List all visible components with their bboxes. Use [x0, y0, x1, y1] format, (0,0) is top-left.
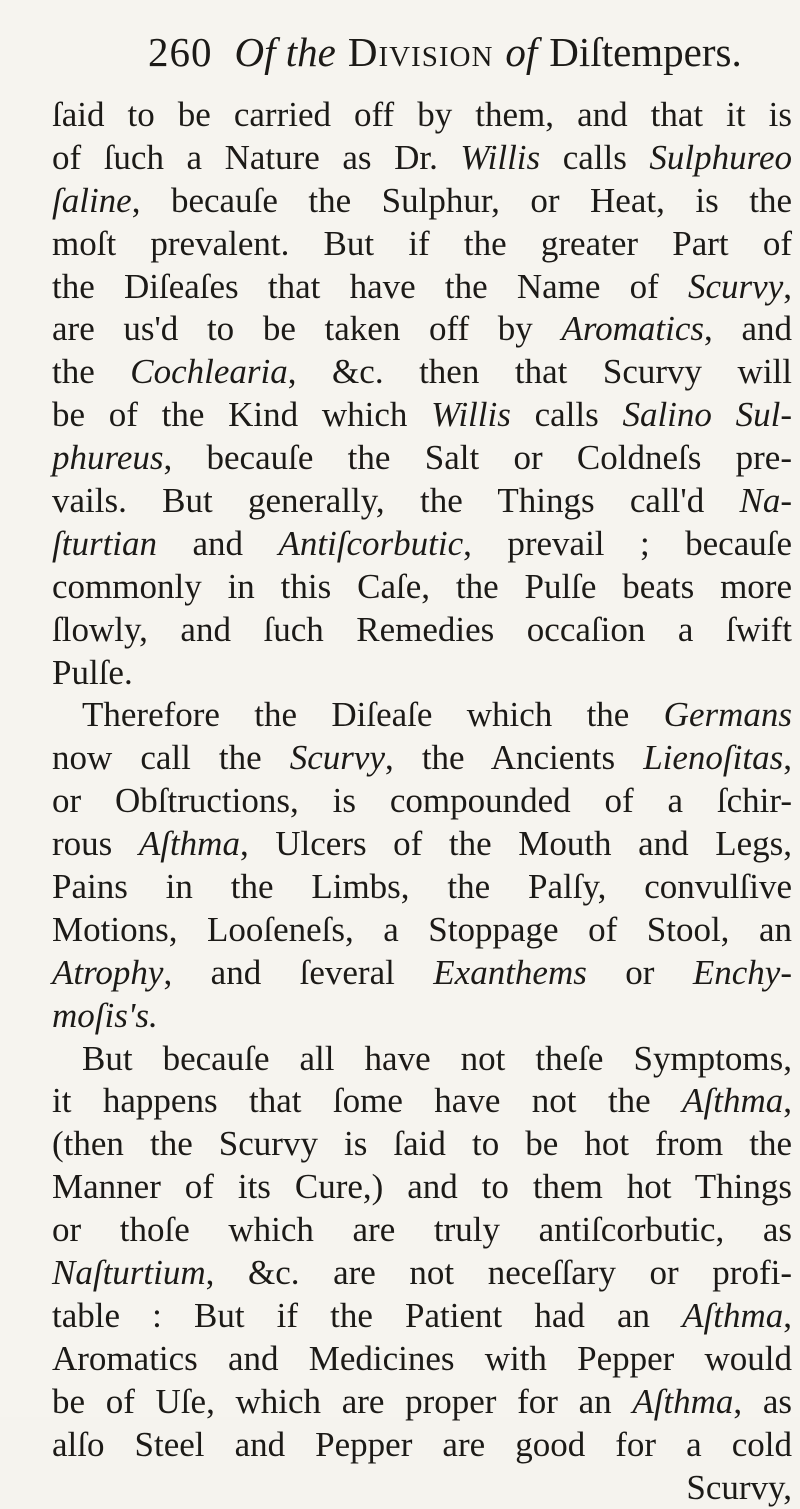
- italic-text: Antiſcorbutic: [278, 524, 463, 563]
- text-segment: alſo Steel and Pepper are good for a cold: [52, 1425, 792, 1464]
- text-segment: ,: [783, 738, 792, 777]
- text-segment: be of Uſe, which are proper for an: [52, 1382, 632, 1421]
- text-line: [52, 652, 792, 695]
- text-segment: ,: [783, 1296, 792, 1335]
- body-text: [52, 94, 792, 1509]
- text-segment: ,: [783, 1081, 792, 1120]
- running-head-of-the: Of the: [235, 29, 336, 75]
- text-line: [52, 523, 792, 566]
- text-segment: be of the Kind which: [52, 395, 431, 434]
- text-line: [52, 1209, 792, 1252]
- text-segment: Manner of its Cure,) and to them hot Things: [52, 1167, 792, 1206]
- italic-text: Aſthma: [632, 1382, 733, 1421]
- italic-text: moſis's.: [52, 996, 158, 1035]
- text-segment: But becauſe all have not theſe Symptoms,: [82, 1039, 792, 1078]
- text-segment: and: [157, 524, 278, 563]
- text-segment: calls: [540, 138, 649, 177]
- italic-text: Exanthems: [433, 953, 587, 992]
- italic-text: Lienoſitas: [643, 738, 783, 777]
- text-segment: moſt prevalent. But if the greater Part of: [52, 224, 792, 263]
- text-line: [52, 609, 792, 652]
- text-line: [52, 909, 792, 952]
- text-segment: it happens that ſome have not the: [52, 1081, 682, 1120]
- italic-text: Sulphureo: [649, 138, 792, 177]
- text-segment: rous: [52, 824, 139, 863]
- text-line: [52, 1166, 792, 1209]
- text-line: [52, 737, 792, 780]
- italic-text: Naſturtium: [52, 1253, 206, 1292]
- running-head-division: Division: [348, 29, 494, 75]
- italic-text: Willis: [460, 138, 540, 177]
- text-segment: the: [52, 352, 130, 391]
- text-segment: ,: [783, 267, 792, 306]
- text-line: [52, 180, 792, 223]
- italic-text: phureus: [52, 438, 163, 477]
- italic-text: Scurvy: [688, 267, 783, 306]
- text-line: [52, 1295, 792, 1338]
- text-segment: , Ulcers of the Mouth and Legs,: [240, 824, 792, 863]
- text-line: [52, 351, 792, 394]
- text-segment: , and ſeveral: [163, 953, 433, 992]
- text-line: [52, 1123, 792, 1166]
- text-segment: , becauſe the Sulphur, or Heat, is the: [132, 181, 792, 220]
- text-line: [52, 394, 792, 437]
- text-segment: Therefore the Diſeaſe which the: [82, 695, 664, 734]
- italic-text: Enchy-: [693, 953, 792, 992]
- text-line: [52, 952, 792, 995]
- text-line: [52, 480, 792, 523]
- text-line: [52, 308, 792, 351]
- italic-text: Atrophy: [52, 953, 163, 992]
- text-line: [52, 94, 792, 137]
- italic-text: Willis: [431, 395, 511, 434]
- text-segment: , &c. are not neceſſary or profi-: [206, 1253, 792, 1292]
- text-segment: or: [587, 953, 693, 992]
- text-segment: , as: [733, 1382, 792, 1421]
- text-segment: Scurvy,: [686, 1468, 792, 1507]
- text-line: [52, 780, 792, 823]
- italic-text: ſturtian: [52, 524, 157, 563]
- text-segment: vails. But generally, the Things call'd: [52, 481, 740, 520]
- italic-text: Scurvy: [290, 738, 385, 777]
- text-segment: , and: [704, 309, 792, 348]
- text-segment: are us'd to be taken off by: [52, 309, 561, 348]
- text-line: [52, 823, 792, 866]
- text-segment: , becauſe the Salt or Coldneſs pre-: [163, 438, 792, 477]
- text-line: [52, 437, 792, 480]
- italic-text: ſaline: [52, 181, 132, 220]
- text-line: [52, 995, 792, 1038]
- text-segment: , &c. then that Scurvy will: [288, 352, 792, 391]
- text-segment: calls: [511, 395, 623, 434]
- page-number: 260: [148, 29, 213, 75]
- running-head-distempers: Diſtempers.: [549, 29, 741, 75]
- text-line: [52, 1381, 792, 1424]
- text-segment: or thoſe which are truly antiſcorbutic, as: [52, 1210, 792, 1249]
- text-segment: now call the: [52, 738, 290, 777]
- text-line: [52, 1424, 792, 1467]
- text-segment: of ſuch a Nature as Dr.: [52, 138, 460, 177]
- text-segment: ſlowly, and ſuch Remedies occaſion a ſwift: [52, 610, 792, 649]
- text-segment: the Diſeaſes that have the Name of: [52, 267, 688, 306]
- italic-text: Na-: [740, 481, 793, 520]
- running-head-of: of: [505, 29, 537, 75]
- text-segment: ſaid to be carried off by them, and that it is: [52, 95, 792, 134]
- italic-text: Aſthma: [682, 1296, 783, 1335]
- text-segment: Motions, Looſeneſs, a Stoppage of Stool, an: [52, 910, 792, 949]
- text-segment: Pulſe.: [52, 653, 133, 692]
- text-line: [52, 694, 792, 737]
- text-segment: table : But if the Patient had an: [52, 1296, 682, 1335]
- text-line: [52, 1038, 792, 1081]
- text-line: [52, 223, 792, 266]
- running-head: [148, 22, 778, 82]
- text-line: [52, 266, 792, 309]
- text-line: [52, 137, 792, 180]
- text-segment: Aromatics and Medicines with Pepper would: [52, 1339, 792, 1378]
- italic-text: Aſthma: [139, 824, 240, 863]
- text-line: [52, 1467, 792, 1509]
- italic-text: Aromatics: [561, 309, 704, 348]
- italic-text: Cochlearia: [130, 352, 287, 391]
- text-segment: Pains in the Limbs, the Palſy, convulſive: [52, 867, 792, 906]
- text-line: [52, 866, 792, 909]
- text-segment: (then the Scurvy is ſaid to be hot from the: [52, 1124, 792, 1163]
- italic-text: Salino Sul-: [622, 395, 792, 434]
- text-line: [52, 566, 792, 609]
- text-line: [52, 1252, 792, 1295]
- italic-text: Germans: [664, 695, 792, 734]
- text-segment: , prevail ; becauſe: [463, 524, 792, 563]
- text-segment: commonly in this Caſe, the Pulſe beats more: [52, 567, 792, 606]
- italic-text: Aſthma: [682, 1081, 783, 1120]
- text-segment: or Obſtructions, is compounded of a ſchir-: [52, 781, 792, 820]
- text-line: [52, 1338, 792, 1381]
- text-line: [52, 1080, 792, 1123]
- text-segment: , the Ancients: [385, 738, 643, 777]
